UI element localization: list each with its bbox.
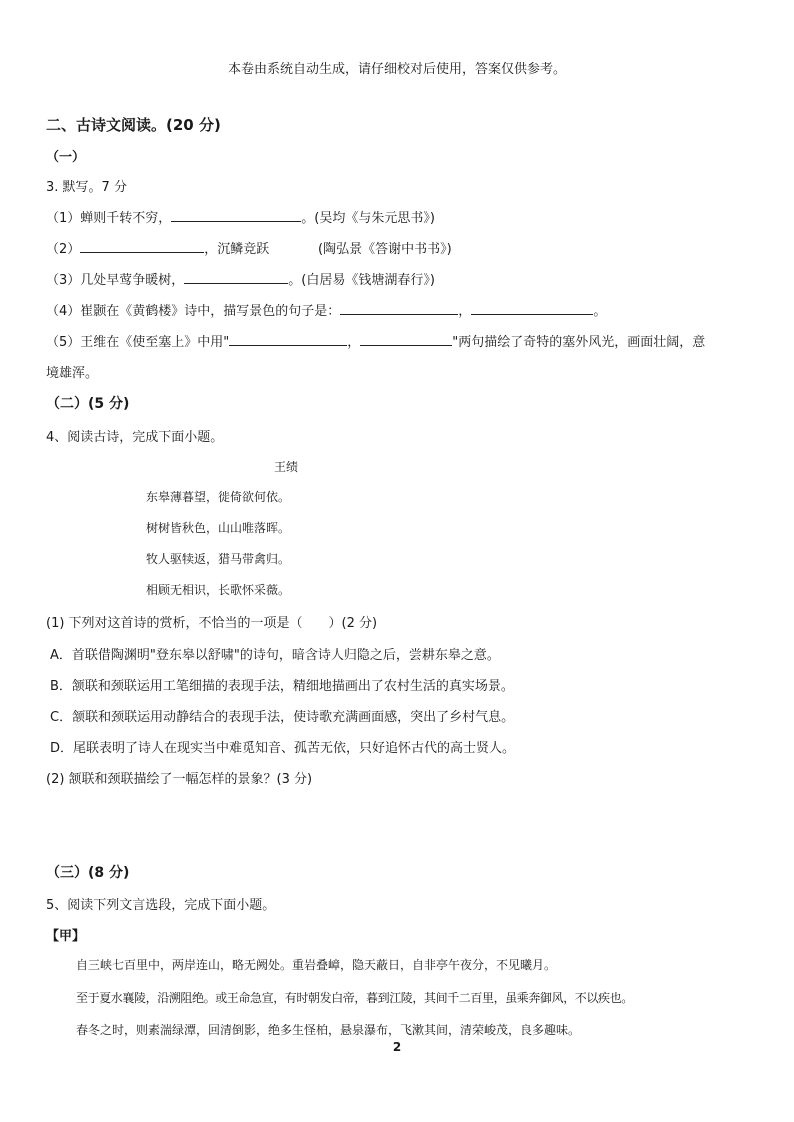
item-num: （1）	[46, 211, 81, 226]
item-text-before: 几处早莺争暖树，	[80, 273, 185, 288]
option-c[interactable]: C．颔联和颈联运用动静结合的表现手法，使诗歌充满画面感，突出了乡村气息。	[50, 710, 515, 725]
classical-text-line: 自三峡七百里中，两岸连山，略无阙处。重岩叠嶂，隐天蔽日，自非亭午夜分，不见曦月。	[76, 958, 557, 972]
item-text-mid: ，	[347, 335, 361, 350]
poem-line: 东皋薄暮望，徙倚欲何依。	[146, 490, 291, 504]
q3-item-1	[46, 207, 435, 226]
option-b[interactable]: B．颔联和颈联运用工笔细描的表现手法，精细地描画出了农村生活的真实场景。	[50, 679, 514, 694]
answer-blank[interactable]	[171, 207, 301, 222]
answer-blank[interactable]	[471, 300, 593, 315]
item-text-after: 。(吴均《与朱元思书》)	[301, 211, 435, 226]
q4-sub1-question: (1) 下列对这首诗的赏析，不恰当的一项是（ ）(2 分)	[46, 616, 378, 631]
q3-item-2	[46, 238, 269, 257]
section-title: 二、古诗文阅读。(20 分)	[46, 116, 221, 134]
poem-line: 相顾无相识，长歌怀采薇。	[146, 583, 291, 597]
item-text-mid: ，	[458, 304, 472, 319]
q3-item-2-source: (陶弘景《答谢中书书》)	[318, 242, 452, 257]
answer-blank[interactable]	[360, 331, 452, 346]
item-num: （2）	[46, 242, 81, 257]
poem-line: 树树皆秋色，山山唯落晖。	[146, 521, 291, 535]
answer-blank[interactable]	[80, 238, 204, 253]
item-num: （5）	[46, 335, 81, 350]
answer-blank[interactable]	[184, 269, 288, 284]
part1-label: （一）	[46, 150, 86, 165]
q4-sub2-question: (2) 颔联和颈联描绘了一幅怎样的景象？(3 分)	[46, 772, 313, 787]
option-a[interactable]: A．首联借陶渊明"登东皋以舒啸"的诗句，暗含诗人归隐之后，尝耕东皋之意。	[50, 648, 500, 663]
part3-label: （三）(8 分)	[46, 865, 130, 881]
item-text-after: 。(白居易《钱塘湖春行》)	[288, 273, 435, 288]
item-text-before: 崔颢在《黄鹤楼》诗中，描写景色的句子是：	[80, 304, 341, 319]
jia-label: 【甲】	[46, 929, 86, 944]
q3-item-5	[46, 331, 705, 350]
item-num: （3）	[46, 273, 81, 288]
poem-author: 王绩	[274, 460, 299, 474]
item-text-after: ，沉鳞竞跃	[204, 242, 270, 257]
item-text-after: 。	[593, 304, 607, 319]
q3-title: 3. 默写。7 分	[46, 180, 127, 195]
q3-item-3	[46, 269, 435, 288]
q3-item-5-continuation: 境雄浑。	[46, 366, 99, 381]
part2-label: （二）(5 分)	[46, 396, 130, 412]
option-d[interactable]: D．尾联表明了诗人在现实当中难觅知音、孤苦无依，只好追怀古代的高士贤人。	[50, 741, 516, 756]
item-num: （4）	[46, 304, 81, 319]
item-text-after: "两句描绘了奇特的塞外风光，画面壮阔，意	[452, 335, 706, 350]
item-text-before: 蝉则千转不穷，	[80, 211, 172, 226]
classical-text-line: 春冬之时，则素湍绿潭，回清倒影，绝多生怪柏，悬泉瀑布，飞漱其间，清荣峻茂，良多趣味。	[76, 1023, 581, 1037]
q3-item-4	[46, 300, 606, 319]
header-notice: 本卷由系统自动生成，请仔细校对后使用，答案仅供参考。	[227, 62, 566, 77]
q5-title: 5、阅读下列文言选段，完成下面小题。	[46, 898, 276, 913]
answer-blank[interactable]	[229, 331, 347, 346]
item-text-before: 王维在《使至塞上》中用"	[80, 335, 230, 350]
page-number: 2	[392, 1040, 402, 1054]
poem-line: 牧人驱犊返，猎马带禽归。	[146, 552, 291, 566]
classical-text-line: 至于夏水襄陵，沿溯阻绝。或王命急宣，有时朝发白帝，暮到江陵，其间千二百里，虽乘奔御风，不以疾也。	[76, 991, 633, 1005]
answer-blank[interactable]	[340, 300, 458, 315]
q4-title: 4、阅读古诗，完成下面小题。	[46, 430, 224, 445]
